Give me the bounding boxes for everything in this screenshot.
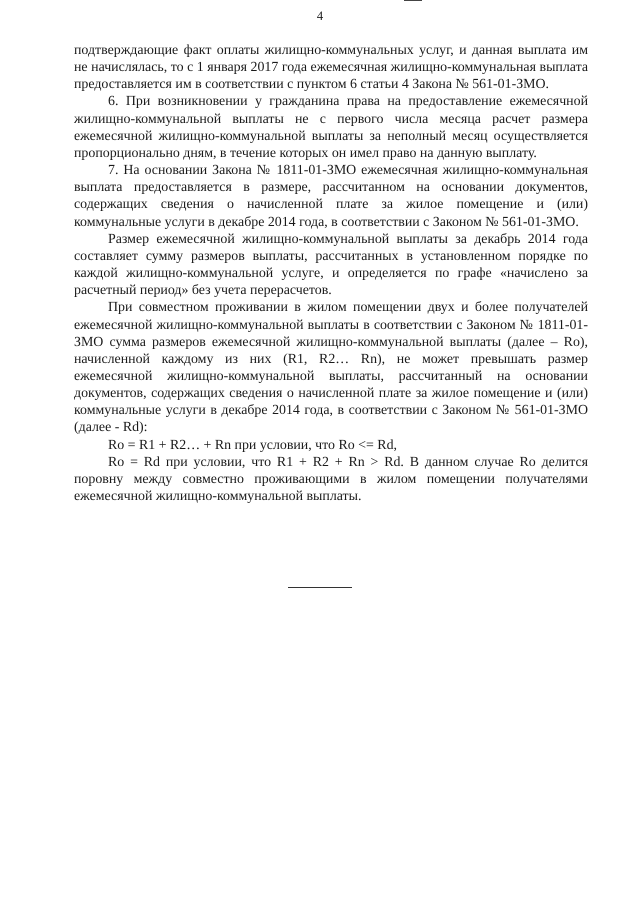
formula-condition-1: Ro = R1 + R2… + Rn при условии, что Ro <= Rd,	[108, 437, 397, 453]
document-body	[74, 42, 588, 505]
page-number: 4	[316, 9, 324, 23]
top-margin-mark	[404, 0, 422, 1]
paragraph-item-7: 7. На основании Закона № 1811-01-ЗМО ежемесячная жилищно-коммунальная выплата предоставляется в размере, рассчитанном на основании документов, содержащих сведения о начисленной плате за жилое помещение и (или) коммунальные услуги в декабре 2014 года, в соответствии с Законом № 561-01-ЗМО.	[74, 163, 588, 230]
end-of-text-divider	[288, 587, 352, 588]
formula-condition-2: Ro = Rd при условии, что R1 + R2 + Rn > Rd. В данном случае Ro делится поровну между совместно проживающими в жилом помещении получателями ежемесячной жилищно-коммунальной выплаты.	[74, 454, 588, 505]
paragraph-joint-residence: При совместном проживании в жилом помещении двух и более получателей ежемесячной жилищно-коммунальной выплаты в соответствии с Законом № 1811-01-ЗМО сумма размеров ежемесячной жилищно-коммунальной выплаты (далее – Ro), начисленной каждому из них (R1, R2… Rn), не может превышать размер ежемесячной жилищно-коммунальной выплаты, рассчитанный на основании документов, содержащих сведения о начисленной плате за жилое помещение и (или) коммунальные услуги в декабре 2014 года, в соответствии с Законом № 561-01-ЗМО (далее - Rd):	[74, 300, 588, 436]
paragraph-item-6: 6. При возникновении у гражданина права на предоставление ежемесячной жилищно-коммунальной выплаты не с первого числа месяца расчет размера ежемесячной жилищно-коммунальной выплаты за неполный месяц осуществляется пропорционально дням, в течение которых он имел право на данную выплату.	[74, 94, 588, 161]
paragraph-december-size: Размер ежемесячной жилищно-коммунальной выплаты за декабрь 2014 года составляет сумму размеров выплаты, рассчитанных в установленном порядке по каждой жилищно-коммунальной услуге, и определяется по графе «начислено за расчетный период» без учета перерасчетов.	[74, 231, 588, 299]
paragraph-continuation: подтверждающие факт оплаты жилищно-коммунальных услуг, и данная выплата им не начислялась, то с 1 января 2017 года ежемесячная жилищно-коммунальная выплата предоставляется им в соответствии с пунктом 6 статьи 4 Закона № 561-01-ЗМО.	[74, 43, 588, 93]
